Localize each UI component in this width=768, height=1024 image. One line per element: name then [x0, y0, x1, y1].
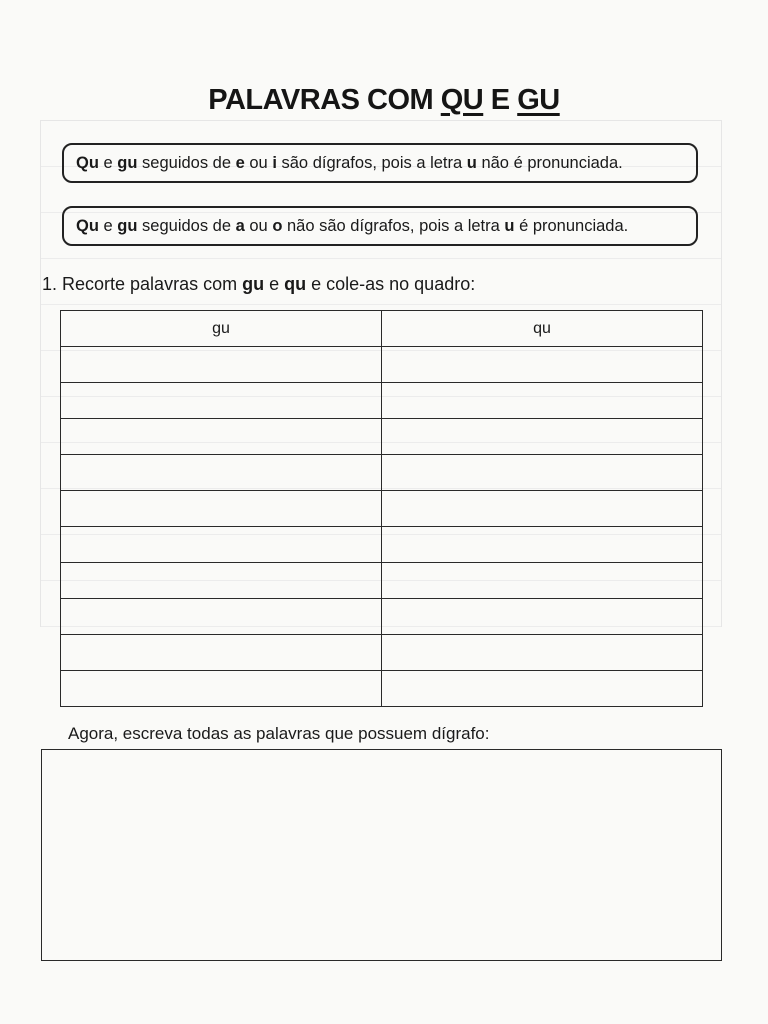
rule2-letter-u: u [504, 217, 515, 235]
title-qu: QU [440, 84, 484, 116]
rule1-text: ou [244, 154, 273, 172]
question-1 [42, 274, 475, 295]
rule1-text: são dígrafos, pois a letra [276, 154, 467, 172]
rule1-text: e [98, 154, 118, 172]
table-row [61, 491, 703, 527]
table-row [61, 347, 703, 383]
column-header-qu: qu [382, 311, 703, 347]
cell-gu[interactable] [61, 671, 382, 707]
title-conj: E [483, 84, 518, 116]
column-header-gu: gu [61, 311, 382, 347]
question1-gu: gu [242, 274, 265, 294]
cell-gu[interactable] [61, 347, 382, 383]
cell-gu[interactable] [61, 383, 382, 419]
question1-text: e [264, 274, 285, 294]
table-header-row [61, 311, 703, 347]
cell-qu[interactable] [382, 563, 703, 599]
rule-box-digraph [62, 143, 698, 183]
page-title [0, 84, 768, 117]
answer-box[interactable] [41, 749, 722, 961]
table-row [61, 599, 703, 635]
question1-text: e cole-as no quadro: [306, 274, 476, 294]
rule2-text: é pronunciada. [514, 217, 629, 235]
table-row [61, 419, 703, 455]
rule2-text: seguidos de [137, 217, 236, 235]
rule1-letter-i: i [272, 154, 277, 172]
cell-gu[interactable] [61, 563, 382, 599]
cell-gu[interactable] [61, 527, 382, 563]
table-row [61, 527, 703, 563]
table-row [61, 635, 703, 671]
instruction-text: Agora, escreva todas as palavras que possuem dígrafo: [68, 724, 490, 743]
cell-qu[interactable] [382, 491, 703, 527]
word-sorting-table [60, 310, 703, 707]
rule1-qu: Qu [76, 154, 99, 172]
cell-gu[interactable] [61, 635, 382, 671]
rule1-text: não é pronunciada. [476, 154, 623, 172]
cell-gu[interactable] [61, 599, 382, 635]
table-row [61, 563, 703, 599]
cell-qu[interactable] [382, 419, 703, 455]
rule2-text: não são dígrafos, pois a letra [282, 217, 505, 235]
cell-qu[interactable] [382, 347, 703, 383]
rule1-text: seguidos de [137, 154, 236, 172]
cell-qu[interactable] [382, 455, 703, 491]
table-row [61, 455, 703, 491]
question1-qu: qu [284, 274, 307, 294]
question1-text: 1. Recorte palavras com [42, 274, 243, 294]
rule1-letter-u: u [466, 154, 477, 172]
cell-qu[interactable] [382, 383, 703, 419]
rule2-text: ou [244, 217, 273, 235]
table-row [61, 671, 703, 707]
cell-gu[interactable] [61, 491, 382, 527]
table-row [61, 383, 703, 419]
rule2-text: e [98, 217, 118, 235]
cell-gu[interactable] [61, 455, 382, 491]
rule2-qu: Qu [76, 217, 99, 235]
rule1-gu: gu [117, 154, 138, 172]
title-gu: GU [517, 84, 560, 116]
cell-qu[interactable] [382, 635, 703, 671]
title-prefix: PALAVRAS COM [208, 84, 441, 116]
rule-box-not-digraph [62, 206, 698, 246]
cell-qu[interactable] [382, 527, 703, 563]
rule2-letter-a: a [235, 217, 245, 235]
cell-qu[interactable] [382, 671, 703, 707]
rule2-gu: gu [117, 217, 138, 235]
rule1-letter-e: e [235, 154, 245, 172]
cell-gu[interactable] [61, 419, 382, 455]
rule2-letter-o: o [272, 217, 283, 235]
cell-qu[interactable] [382, 599, 703, 635]
